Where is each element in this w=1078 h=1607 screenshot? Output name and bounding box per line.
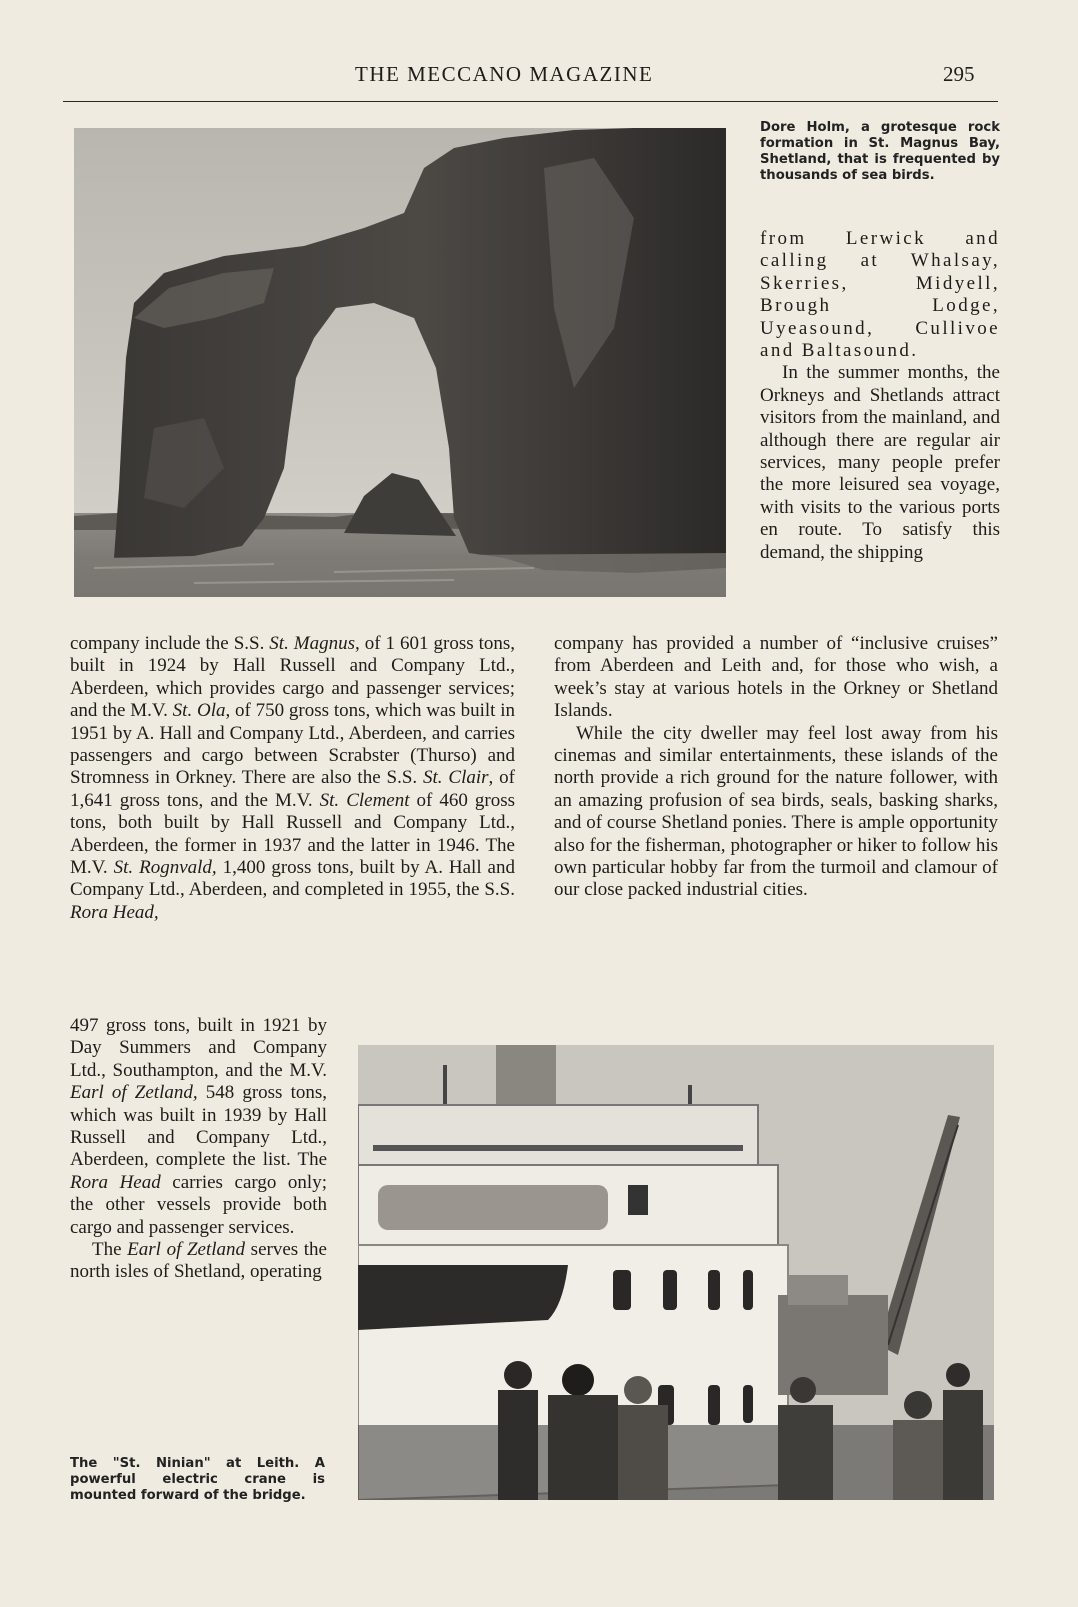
ship-photo [358,1045,994,1500]
paragraph-summer-months: In the summer months, the Orkneys and Shetlands attract visitors from the mainland, and although there are regular air services, many people prefer the more leisured sea voyage, with visits to the various ports en route. To satisfy this demand, the shipping [760,362,1000,563]
page-number: 295 [943,62,975,86]
bottom-photo-caption: The "St. Ninian" at Leith. A powerful electric crane is mounted forward of the bridge. [70,1456,325,1503]
paragraph-inclusive-cruises: company has provided a number of “inclusive cruises” from Aberdeen and Leith and, for those who wish, a week’s stay at various hotels in the Orkney or Shetland Islands. [554,633,998,722]
paragraph-city-dweller: While the city dweller may feel lost away from his cinemas and similar entertainments, these islands of the north provide a rich ground for the nature follower, with an amazing profusion of sea birds, seals, basking sharks, and of course Shetland ponies. There is ample opportunity also for the fisherman, photographer or hiker to follow his own particular hobby far from the turmoil and clamour of our close packed industrial cities. [554,722,998,901]
paragraph-ports: from Lerwick and calling at Whalsay, Skerries, Midyell, Brough Lodge, Uyeasound, Cullivoe and Baltasound. [760,228,1000,362]
header-rule [63,101,998,102]
left-narrow-column-text: 497 gross tons, built in 1921 by Day Summers and Company Ltd., Southampton, and the M.V. Earl of Zetland, 548 gross tons, which was built in 1939 by Hall Russell and Company Ltd., Aberdeen, complete the list. The Rora Head carries cargo only; the other vessels provide both cargo and passenger services. The Earl of Zetland serves the north isles of Shetland, operating [70,1015,327,1283]
ship-illustration [358,1045,994,1500]
top-photo-caption: Dore Holm, a grotesque rock formation in St. Magnus Bay, Shetland, that is frequented by thousands of sea birds. [760,120,1000,183]
left-column-text: company include the S.S. St. Magnus, of 1 601 gross tons, built in 1924 by Hall Russell and Company Ltd., Aberdeen, which provides cargo and passenger services; and the M.V. St. Ola, of 750 gross tons, which was built in 1951 by A. Hall and Company Ltd., Aberdeen, and carries passengers and cargo between Scrabster (Thurso) and Stromness in Orkney. There are also the S.S. St. Clair, of 1,641 gross tons, and the M.V. St. Clement of 460 gross tons, both built by Hall Russell and Company Ltd., Aberdeen, the former in 1937 and the latter in 1946. The M.V. St. Rognvald, 1,400 gross tons, built by A. Hall and Company Ltd., Aberdeen, and completed in 1955, the S.S. Rora Head, [70,633,516,923]
right-column-mid-text [554,633,998,902]
magazine-title: THE MECCANO MAGAZINE [355,62,654,86]
right-column-top-text [760,228,1000,564]
rock-arch-photo [74,128,726,597]
rock-arch-illustration [74,128,726,597]
